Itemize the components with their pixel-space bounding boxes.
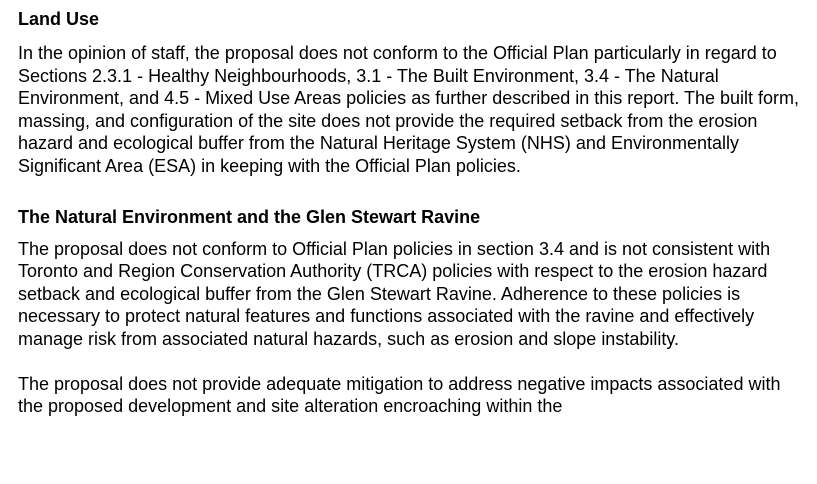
document-page: [18, 8, 808, 418]
natural-environment-paragraph-1: The proposal does not conform to Official Plan policies in section 3.4 and is not consistent with Toronto and Region Conservation Authority (TRCA) policies with respect to the erosion hazard setback and ecological buffer from the Glen Stewart Ravine. Adherence to these policies is necessary to protect natural features and functions associated with the ravine and effectively manage risk from associated natural hazards, such as erosion and slope instability.: [18, 238, 771, 349]
paragraph-spacer: [18, 351, 808, 373]
section-heading-land-use: Land Use: [18, 9, 100, 29]
section-heading-natural-environment: The Natural Environment and the Glen Stewart Ravine: [18, 206, 481, 227]
natural-environment-paragraph-2: The proposal does not provide adequate mitigation to address negative impacts associated with the proposed development and site alteration encroaching within the: [18, 373, 781, 417]
land-use-paragraph: In the opinion of staff, the proposal does not conform to the Official Plan particularly in regard to Sections 2.3.1 - Healthy Neighbourhoods, 3.1 - The Built Environment, 3.4 - The Natural Environment, and 4.5 - Mixed Use Areas policies as further described in this report. The built form, massing, and configuration of the site does not provide the required setback from the erosion hazard and ecological buffer from the Natural Heritage System (NHS) and Environmentally Significant Area (ESA) in keeping with the Official Plan policies.: [18, 43, 800, 176]
section-spacer: [18, 178, 808, 206]
